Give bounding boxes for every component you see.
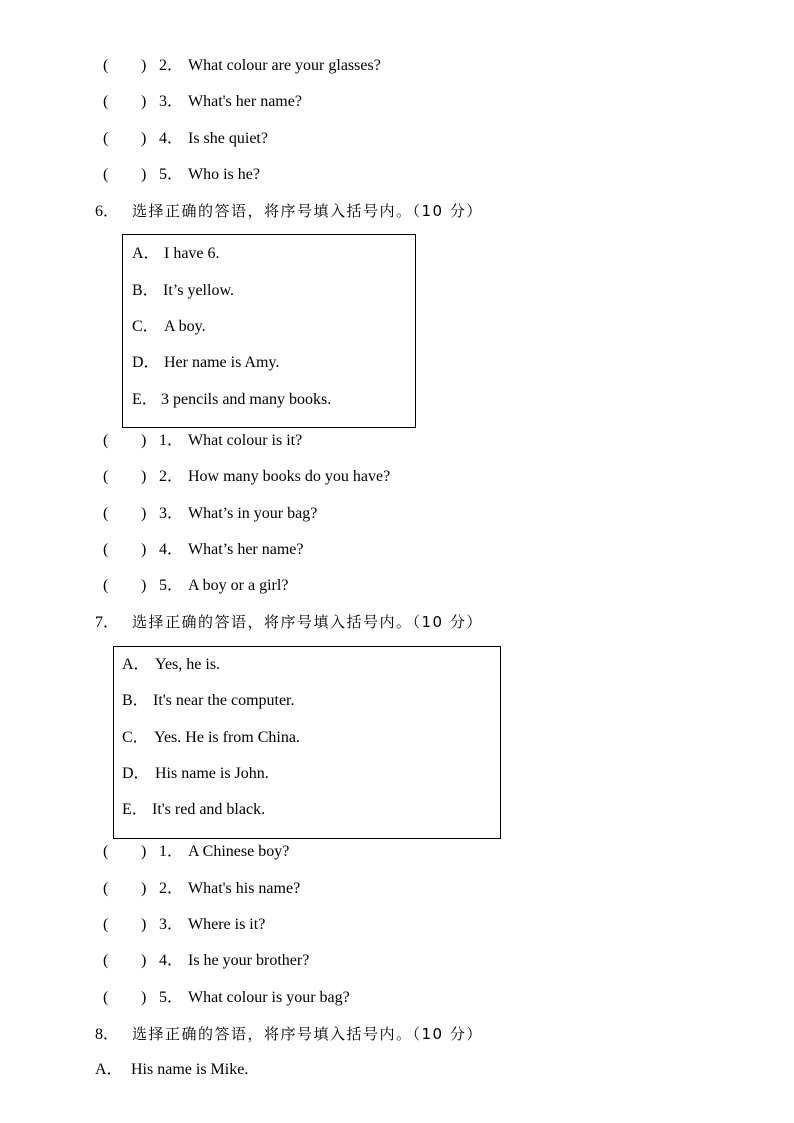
answer-paren-close: ) [141, 541, 147, 558]
question-number: 5． [159, 989, 184, 1006]
answer-option [95, 1059, 248, 1081]
question-text: What colour are your glasses? [188, 57, 381, 74]
section-instruction: 选择正确的答语，将序号填入括号内。（10 分） [132, 613, 483, 631]
option-letter: B． [122, 692, 149, 709]
question-number: 3． [159, 505, 184, 522]
answer-option [132, 316, 206, 338]
answer-option [122, 763, 269, 785]
question-number: 4． [159, 952, 184, 969]
answer-paren-close: ) [141, 166, 147, 183]
answer-option [132, 389, 331, 411]
answer-paren-open: ( [103, 505, 109, 522]
answer-paren-open: ( [103, 432, 109, 449]
question-number: 5． [159, 577, 184, 594]
answer-paren-open: ( [103, 916, 109, 933]
answer-paren-close: ) [141, 952, 147, 969]
answer-paren-close: ) [141, 880, 147, 897]
question-text: Who is he? [188, 166, 260, 183]
section-instruction: 选择正确的答语，将序号填入括号内。（10 分） [132, 202, 483, 220]
answer-options-box [122, 234, 416, 428]
option-letter: A． [122, 656, 150, 673]
section-number: 8． [95, 1026, 120, 1043]
question-number: 1． [159, 432, 184, 449]
answer-paren-close: ) [141, 843, 147, 860]
answer-paren-open: ( [103, 577, 109, 594]
option-letter: C． [122, 729, 149, 746]
answer-paren-open: ( [103, 843, 109, 860]
option-letter: E． [132, 391, 158, 408]
answer-paren-close: ) [141, 577, 147, 594]
answer-paren-open: ( [103, 468, 109, 485]
option-text: 3 pencils and many books. [161, 391, 332, 408]
answer-paren-open: ( [103, 57, 109, 74]
question-number: 5． [159, 166, 184, 183]
question-text: What colour is it? [188, 432, 303, 449]
question-number: 3． [159, 916, 184, 933]
section-number: 6． [95, 203, 120, 220]
question-number: 1． [159, 843, 184, 860]
answer-paren-close: ) [141, 57, 147, 74]
option-text: It's near the computer. [153, 692, 295, 709]
option-letter: D． [122, 765, 150, 782]
question-number: 2． [159, 57, 184, 74]
question-text: Is he your brother? [188, 952, 310, 969]
option-text: His name is John. [155, 765, 269, 782]
answer-option [122, 727, 300, 749]
answer-option [132, 352, 279, 374]
section-number: 7． [95, 614, 120, 631]
question-text: What colour is your bag? [188, 989, 350, 1006]
option-text: His name is Mike. [131, 1061, 249, 1078]
answer-paren-open: ( [103, 989, 109, 1006]
answer-paren-close: ) [141, 468, 147, 485]
answer-paren-open: ( [103, 130, 109, 147]
answer-paren-open: ( [103, 541, 109, 558]
answer-paren-open: ( [103, 166, 109, 183]
question-text: How many books do you have? [188, 468, 391, 485]
option-text: I have 6. [164, 245, 220, 262]
answer-paren-close: ) [141, 93, 147, 110]
option-text: It's red and black. [152, 801, 266, 818]
answer-paren-close: ) [141, 916, 147, 933]
question-number: 3． [159, 93, 184, 110]
option-letter: B． [132, 282, 159, 299]
question-text: A boy or a girl? [188, 577, 289, 594]
answer-options-box [113, 646, 501, 839]
option-letter: A． [95, 1061, 123, 1078]
option-text: Yes. He is from China. [154, 729, 300, 746]
question-number: 2． [159, 880, 184, 897]
question-number: 4． [159, 130, 184, 147]
option-letter: A． [132, 245, 160, 262]
answer-paren-open: ( [103, 952, 109, 969]
answer-paren-close: ) [141, 989, 147, 1006]
answer-option [122, 690, 295, 712]
option-text: Yes, he is. [155, 656, 221, 673]
section-6-title [95, 199, 483, 223]
question-text: What's her name? [188, 93, 302, 110]
question-text: A Chinese boy? [188, 843, 290, 860]
section-instruction: 选择正确的答语，将序号填入括号内。（10 分） [132, 1025, 483, 1043]
option-text: Her name is Amy. [164, 354, 280, 371]
answer-paren-close: ) [141, 505, 147, 522]
question-number: 2． [159, 468, 184, 485]
answer-option [122, 799, 265, 821]
answer-paren-open: ( [103, 93, 109, 110]
answer-paren-close: ) [141, 130, 147, 147]
question-number: 4． [159, 541, 184, 558]
question-text: What's his name? [188, 880, 301, 897]
answer-option [132, 243, 220, 265]
option-text: A boy. [164, 318, 206, 335]
section-8-title [95, 1022, 483, 1046]
question-text: What’s her name? [188, 541, 304, 558]
section-7-title [95, 610, 483, 634]
answer-option [132, 280, 234, 302]
answer-paren-close: ) [141, 432, 147, 449]
question-text: What’s in your bag? [188, 505, 318, 522]
answer-option [122, 654, 220, 676]
question-text: Where is it? [188, 916, 266, 933]
option-text: It’s yellow. [163, 282, 234, 299]
option-letter: E． [122, 801, 148, 818]
question-text: Is she quiet? [188, 130, 268, 147]
option-letter: D． [132, 354, 160, 371]
answer-paren-open: ( [103, 880, 109, 897]
option-letter: C． [132, 318, 159, 335]
